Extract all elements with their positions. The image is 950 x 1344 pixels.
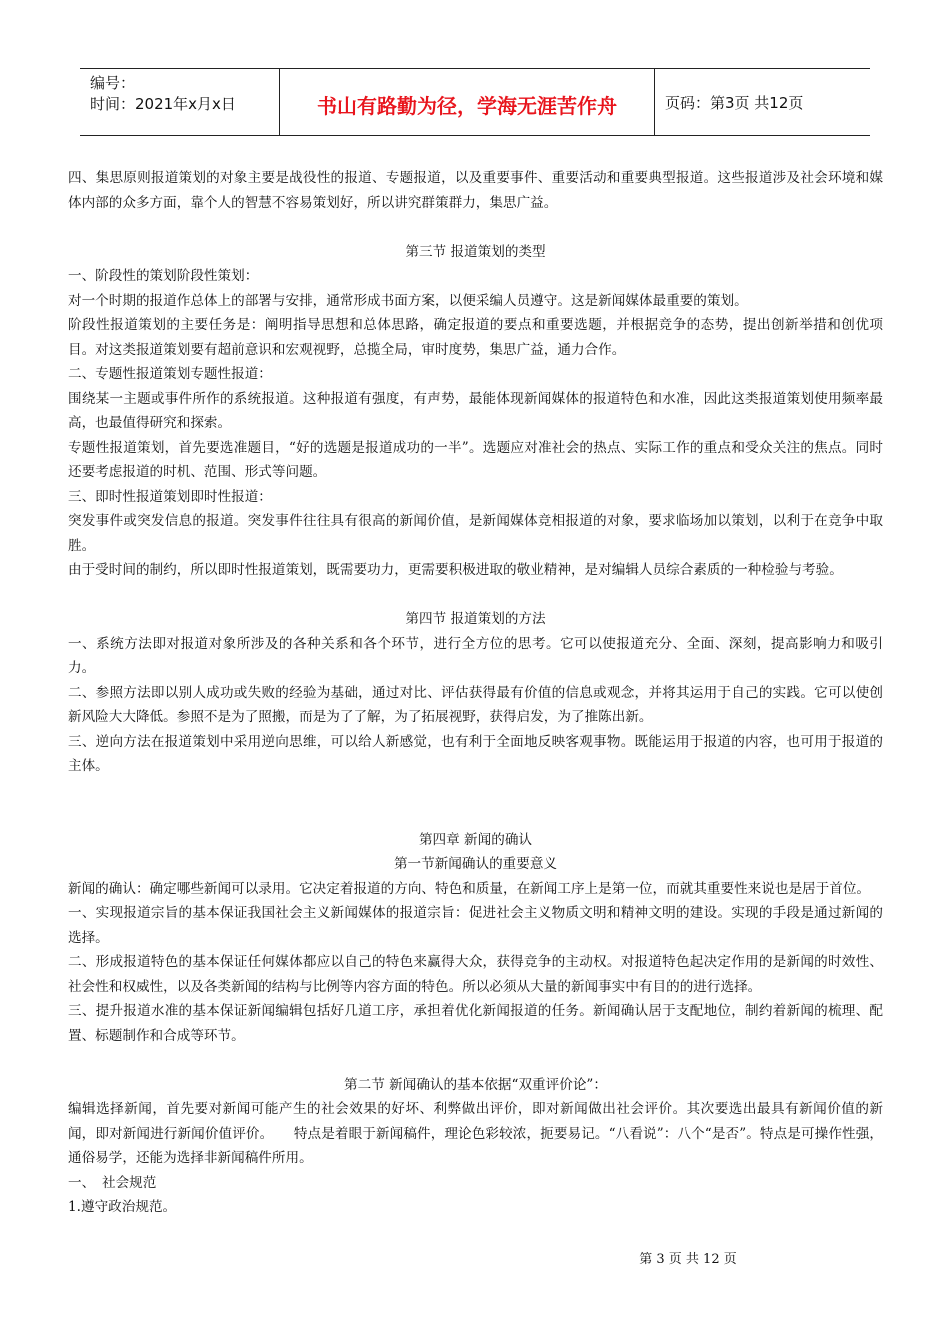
document-date: 时间：2021年x月x日 — [90, 95, 236, 113]
paragraph: 一、系统方法即对报道对象所涉及的各种关系和各个环节，进行全方位的思考。它可以使报道充分、全面、深刻，提高影响力和吸引力。 — [68, 635, 883, 676]
header-meta — [80, 69, 280, 135]
header-table — [80, 68, 870, 136]
paragraph: 一、实现报道宗旨的基本保证我国社会主义新闻媒体的报道宗旨：促进社会主义物质文明和精神文明的建设。实现的手段是通过新闻的选择。 — [68, 905, 883, 946]
paragraph: 编辑选择新闻，首先要对新闻可能产生的社会效果的好坏、利弊做出评价，即对新闻做出社会评价。其次要选出最具有新闻价值的新闻，即对新闻进行新闻价值评价。 特点是着眼于新闻稿件，理论色彩较浓，扼要易记。“八看说”：八个“是否”。特点是可操作性强，通俗易学，还能为选择非新闻稿件所用。 — [68, 1101, 883, 1166]
page-footer: 第 3 页 共 12 页 — [639, 1252, 737, 1267]
paragraph: 由于受时间的制约，所以即时性报道策划，既需要功力，更需要积极进取的敬业精神，是对编辑人员综合素质的一种检验与考验。 — [68, 562, 843, 578]
paragraph: 二、参照方法即以别人成功或失败的经验为基础，通过对比、评估获得最有价值的信息或观念，并将其运用于自己的实践。它可以使创新风险大大降低。参照不是为了照搬，而是为了了解，为了拓展视野，获得启发，为了推陈出新。 — [68, 684, 883, 725]
document-body — [68, 166, 883, 1220]
paragraph: 二、形成报道特色的基本保证任何媒体都应以自己的特色来赢得大众，获得竞争的主动权。对报道特色起决定作用的是新闻的时效性、社会性和权威性，以及各类新闻的结构与比例等内容方面的特色。所以必须从大量的新闻事实中有目的的进行选择。 — [68, 954, 883, 995]
section-heading: 第三节 报道策划的类型 — [405, 243, 546, 260]
paragraph: 专题性报道策划，首先要选准题目，“好的选题是报道成功的一半”。选题应对准社会的热点、实际工作的重点和受众关注的焦点。同时还要考虑报道的时机、范围、形式等问题。 — [68, 439, 883, 480]
chapter-heading: 第四章 新闻的确认 — [418, 831, 533, 848]
paragraph: 一、 社会规范 — [68, 1174, 157, 1191]
paragraph: 新闻的确认：确定哪些新闻可以录用。它决定着报道的方向、特色和质量，在新闻工序上是第一位，而就其重要性来说也是居于首位。 — [68, 880, 871, 897]
paragraph: 三、提升报道水准的基本保证新闻编辑包括好几道工序，承担着优化新闻报道的任务。新闻确认居于支配地位，制约着新闻的梳理、配置、标题制作和合成等环节。 — [68, 1003, 883, 1044]
paragraph: 突发事件或突发信息的报道。突发事件往往具有很高的新闻价值，是新闻媒体竞相报道的对象，要求临场加以策划，以利于在竞争中取胜。 — [68, 513, 883, 554]
paragraph: 对一个时期的报道作总体上的部署与安排，通常形成书面方案，以便采编人员遵守。这是新闻媒体最重要的策划。 — [68, 292, 748, 309]
section-heading: 第二节 新闻确认的基本依据“双重评价论”： — [344, 1076, 607, 1093]
document-number-label: 编号： — [90, 74, 136, 92]
paragraph: 三、逆向方法在报道策划中采用逆向思维，可以给人新感觉，也有利于全面地反映客观事物。既能运用于报道的内容，也可用于报道的主体。 — [68, 733, 883, 774]
header-page-number: 页码：第3页 共12页 — [665, 93, 804, 112]
section-heading: 第一节新闻确认的重要意义 — [393, 856, 558, 872]
paragraph: 一、阶段性的策划阶段性策划： — [68, 268, 259, 284]
header-motto: 书山有路勤为径，学海无涯苦作舟 — [280, 69, 655, 135]
paragraph: 阶段性报道策划的主要任务是：阐明指导思想和总体思路，确定报道的要点和重要选题，并根据竞争的态势，提出创新举措和创优项目。对这类报道策划要有超前意识和宏观视野，总揽全局，审时度势，集思广益，通力合作。 — [68, 317, 883, 358]
paragraph: 1.遵守政治规范。 — [68, 1199, 177, 1215]
section-heading: 第四节 报道策划的方法 — [405, 611, 546, 627]
paragraph: 三、即时性报道策划即时性报道： — [68, 488, 272, 505]
paragraph: 二、专题性报道策划专题性报道： — [68, 366, 272, 382]
paragraph: 四、集思原则报道策划的对象主要是战役性的报道、专题报道，以及重要事件、重要活动和重要典型报道。这些报道涉及社会环境和媒体内部的众多方面，靠个人的智慧不容易策划好，所以讲究群策群力，集思广益。 — [68, 170, 883, 211]
paragraph: 围绕某一主题或事件所作的系统报道。这种报道有强度，有声势，最能体现新闻媒体的报道特色和水准，因此这类报道策划使用频率最高，也最值得研究和探索。 — [68, 390, 883, 431]
